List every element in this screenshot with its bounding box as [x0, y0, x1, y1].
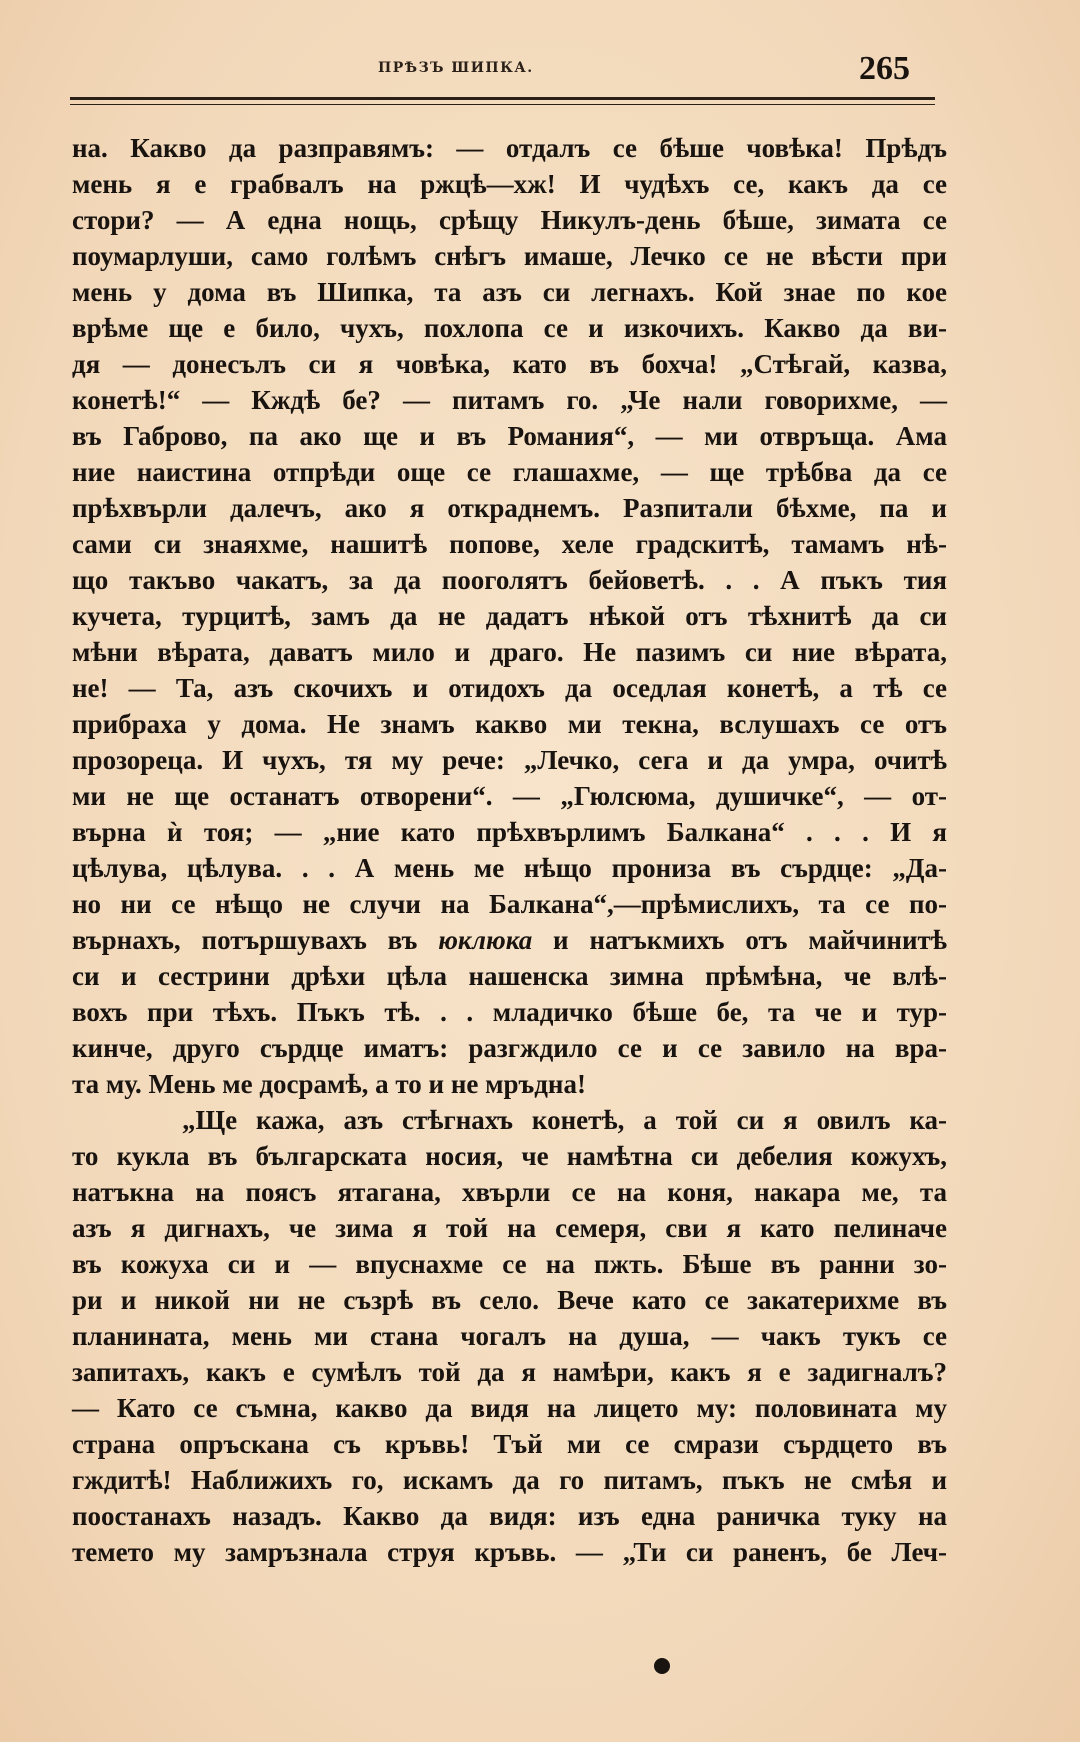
text-line: врѣме ще е било, чухъ, похлопа се и изкочихъ. Какво да ви-	[72, 313, 947, 343]
text-line: ри и никой ни не съзрѣ въ село. Вече като се закатерихме въ	[72, 1285, 947, 1315]
text-line: натъкна на поясъ ятагана, хвърли се на коня, накара ме, та	[72, 1177, 947, 1207]
text-line: мень я е грабвалъ на ржцѣ—хж! И чудѣхъ се, какъ да се	[72, 169, 947, 199]
ink-dot	[654, 1658, 670, 1674]
paragraph-end-line: та му. Мень ме досрамѣ, а то и не мръдна!	[72, 1069, 586, 1099]
text-line: на. Какво да разправямъ: — отдалъ се бѣше човѣка! Прѣдъ	[72, 133, 947, 163]
text-line: вохъ при тѣхъ. Пъкъ тѣ. . . младичко бѣше бе, та че и тур-	[72, 997, 947, 1027]
text-line: цѣлува, цѣлува. . . А мень ме нѣщо прониза въ сърдце: „Да-	[72, 853, 947, 883]
text-line: върна ѝ тоя; — „ние като прѣхвърлимъ Балкана“ . . . И я	[72, 817, 947, 847]
text-line: — Като се съмна, какво да видя на лицето му: половината му	[72, 1393, 947, 1423]
text-line: прѣхвърли далечъ, ако я откраднемъ. Разпитали бѣхме, па и	[72, 493, 947, 523]
header-rule	[70, 97, 935, 100]
text-line: запитахъ, какъ е сумѣлъ той да я намѣри, какъ я е задигналъ?	[72, 1357, 947, 1387]
text-line: мѣни вѣрата, даватъ мило и драго. Не пазимъ си ние вѣрата,	[72, 637, 947, 667]
text-line-italic: върнахъ, потършувахъ въ юклюка и натъкмихъ отъ майчинитѣ	[72, 925, 947, 955]
text-line: не! — Та, азъ скочихъ и отидохъ да оседлая конетѣ, а тѣ се	[72, 673, 947, 703]
running-head	[70, 50, 940, 96]
text-line: ние наистина отпрѣди още се глашахме, — ще трѣбва да се	[72, 457, 947, 487]
text-line: прозореца. И чухъ, тя му рече: „Лечко, сега и да умра, очитѣ	[72, 745, 947, 775]
page-number: 265	[859, 50, 910, 87]
paragraph-start-line: „Ще кажа, азъ стѣгнахъ конетѣ, а той си я овилъ ка-	[182, 1105, 947, 1135]
text-line: прибраха у дома. Не знамъ какво ми текна, вслушахъ се отъ	[72, 709, 947, 739]
running-title: ПРѢЗЪ ШИПКА.	[378, 60, 534, 76]
text-line: кинче, друго сърдце иматъ: разгждило се и се завило на вра-	[72, 1033, 947, 1063]
text-line: мень у дома въ Шипка, та азъ си легнахъ. Кой знае по кое	[72, 277, 947, 307]
text-line: но ни се нѣщо не случи на Балкана“,—прѣмислихъ, та се по-	[72, 889, 947, 919]
header-rule-thin	[70, 104, 935, 105]
italic-word: юклюка	[438, 925, 533, 955]
text-line: планината, мень ми стана чогалъ на душа, — чакъ тукъ се	[72, 1321, 947, 1351]
text-line: поостанахъ назадъ. Какво да видя: изъ една раничка туку на	[72, 1501, 947, 1531]
text-line: стори? — А една нощь, срѣщу Никулъ-день бѣше, зимата се	[72, 205, 947, 235]
text-line: въ Габрово, па ако ще и въ Романия“, — ми отвръща. Ама	[72, 421, 947, 451]
text-line: ми не ще останатъ отворени“. — „Гюлсюма, душичке“, — от-	[72, 781, 947, 811]
text-line: поумарлуши, само голѣмъ снѣгъ имаше, Лечко се не вѣсти при	[72, 241, 947, 271]
text-line: що такъво чакатъ, за да пооголятъ бейоветѣ. . . А пъкъ тия	[72, 565, 947, 595]
body-text	[72, 130, 947, 1570]
text-line: дя — донесълъ си я човѣка, като въ бохча! „Стѣгай, казва,	[72, 349, 947, 379]
text-line: кучета, турцитѣ, замъ да не дадатъ нѣкой отъ тѣхнитѣ да си	[72, 601, 947, 631]
text-line: въ кожуха си и — впуснахме се на пжть. Бѣше въ ранни зо-	[72, 1249, 947, 1279]
text-line: си и сестрини дрѣхи цѣла нашенска зимна прѣмѣна, че влѣ-	[72, 961, 947, 991]
text-line: конетѣ!“ — Кждѣ бе? — питамъ го. „Че нали говорихме, —	[72, 385, 947, 415]
text-line: то кукла въ българската носия, че намѣтна си дебелия кожухъ,	[72, 1141, 947, 1171]
text-line: сами си знаяхме, нашитѣ попове, хеле градскитѣ, тамамъ нѣ-	[72, 529, 947, 559]
text-line: гждитѣ! Наближихъ го, искамъ да го питамъ, пъкъ не смѣя и	[72, 1465, 947, 1495]
text-line: азъ я дигнахъ, че зима я той на семеря, сви я като пелиначе	[72, 1213, 947, 1243]
text-line: темето му замръзнала струя кръвь. — „Ти си раненъ, бе Леч-	[72, 1537, 947, 1567]
text-line: страна опръскана съ кръвь! Тъй ми се смрази сърдцето въ	[72, 1429, 947, 1459]
